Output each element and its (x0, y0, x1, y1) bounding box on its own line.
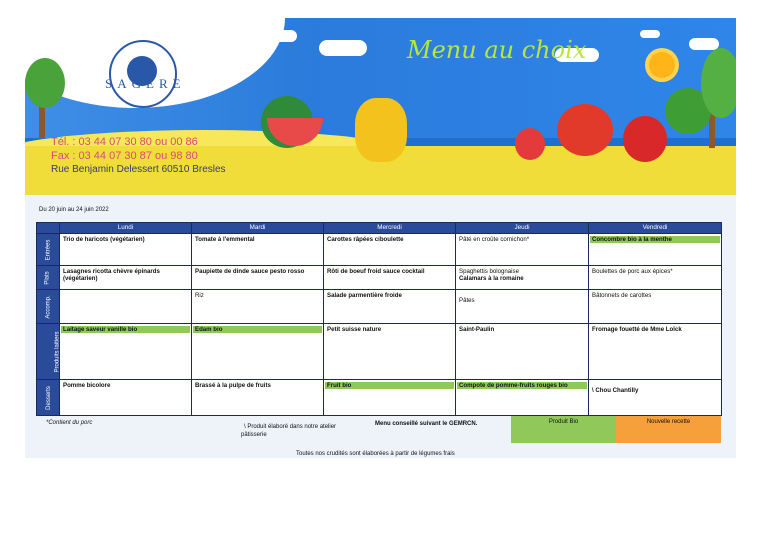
cloud-icon (689, 38, 719, 50)
category-entrees: Entrées (37, 234, 60, 266)
bio-highlight: Fruit bio (325, 382, 454, 389)
menu-item: Pâtes (459, 297, 475, 304)
day-header: Vendredi (589, 223, 722, 234)
strawberry-icon (515, 128, 545, 160)
menu-title: Menu au choix (407, 36, 587, 64)
header-banner (25, 18, 736, 195)
menu-cell: Brassé à la pulpe de fruits (192, 380, 324, 416)
category-accomp: Accomp. (37, 290, 60, 324)
day-header: Mardi (192, 223, 324, 234)
fax-number: Fax : 03 44 07 30 87 ou 98 80 (51, 150, 198, 162)
menu-item: Spaghettis bolognaise (459, 268, 519, 275)
bio-highlight: Compote de pomme-fruits rouges bio (457, 382, 587, 389)
menu-item: Calamars à la romaine (459, 275, 524, 282)
menu-cell: Petit suisse nature (324, 324, 456, 380)
porc-note: *Contient du porc (46, 420, 93, 426)
menu-cell: Lasagnes ricotta chèvre épinards (végétarien) (60, 266, 192, 290)
menu-cell: Boulettes de porc aux épices* (589, 266, 722, 290)
category-plats: Plats (37, 266, 60, 290)
table-row (37, 266, 722, 290)
legend-bio: Produit Bio (511, 416, 616, 443)
cherry-icon (623, 116, 667, 162)
day-header: Jeudi (456, 223, 589, 234)
tree-icon (25, 58, 65, 108)
bio-highlight: Laitage saveur vanille bio (61, 326, 190, 333)
menu-cell (456, 380, 589, 416)
menu-cell: Fromage fouetté de Mme Loïck (589, 324, 722, 380)
cloud-icon (640, 30, 660, 38)
menu-cell: Tomate à l'emmental (192, 234, 324, 266)
table-corner (37, 223, 60, 234)
menu-cell (456, 290, 589, 324)
table-row (37, 324, 722, 380)
sun-icon (649, 52, 675, 78)
menu-cell (60, 290, 192, 324)
day-header: Mercredi (324, 223, 456, 234)
crudites-note: Toutes nos crudités sont élaborées à partir de légumes frais (296, 451, 455, 457)
brand-name: SAGERE (105, 76, 186, 91)
gemrcn-note: Menu conseillé suivant le GEMRCN. (375, 421, 478, 427)
menu-cell (324, 380, 456, 416)
table-row (37, 234, 722, 266)
week-range: Du 20 juin au 24 juin 2022 (39, 207, 109, 213)
cloud-icon (319, 40, 367, 56)
tomato-icon (557, 104, 613, 156)
bio-highlight: Edam bio (193, 326, 322, 333)
menu-cell: Carottes râpées ciboulette (324, 234, 456, 266)
menu-cell (192, 324, 324, 380)
day-header: Lundi (60, 223, 192, 234)
category-laitiers: Produits laitiers (37, 324, 60, 380)
table-row (37, 290, 722, 324)
menu-cell: Paupiette de dinde sauce pesto rosso (192, 266, 324, 290)
menu-cell (456, 266, 589, 290)
menu-cell (589, 234, 722, 266)
sagere-logo (109, 40, 177, 108)
menu-cell: Riz (192, 290, 324, 324)
cloud-icon (269, 30, 297, 42)
category-desserts: Desserts (37, 380, 60, 416)
menu-cell (60, 324, 192, 380)
menu-cell: Trio de haricots (végétarien) (60, 234, 192, 266)
menu-cell: Pomme bicolore (60, 380, 192, 416)
address: Rue Benjamin Delessert 60510 Bresles (51, 164, 226, 175)
menu-cell: Saint-Paulin (456, 324, 589, 380)
pepper-icon (355, 98, 407, 162)
phone-number: Tél. : 03 44 07 30 80 ou 00 86 (51, 136, 198, 148)
menu-cell: Pâté en croûte cornichon* (456, 234, 589, 266)
bio-highlight: Concombre bio à la menthe (590, 236, 720, 243)
atelier-note: \ Produit élaboré dans notre atelier (244, 424, 337, 430)
tree-icon (701, 48, 736, 118)
table-row (37, 380, 722, 416)
menu-cell (589, 380, 722, 416)
atelier-note-line2: pâtisserie (241, 432, 267, 438)
menu-cell: Salade parmentière froide (324, 290, 456, 324)
menu-cell: Bâtonnets de carottes (589, 290, 722, 324)
menu-item: \ Chou Chantilly (592, 387, 639, 394)
menu-table (36, 222, 722, 416)
menu-cell: Rôti de boeuf froid sauce cocktail (324, 266, 456, 290)
legend-new-recipe: Nouvelle recette (616, 416, 721, 443)
